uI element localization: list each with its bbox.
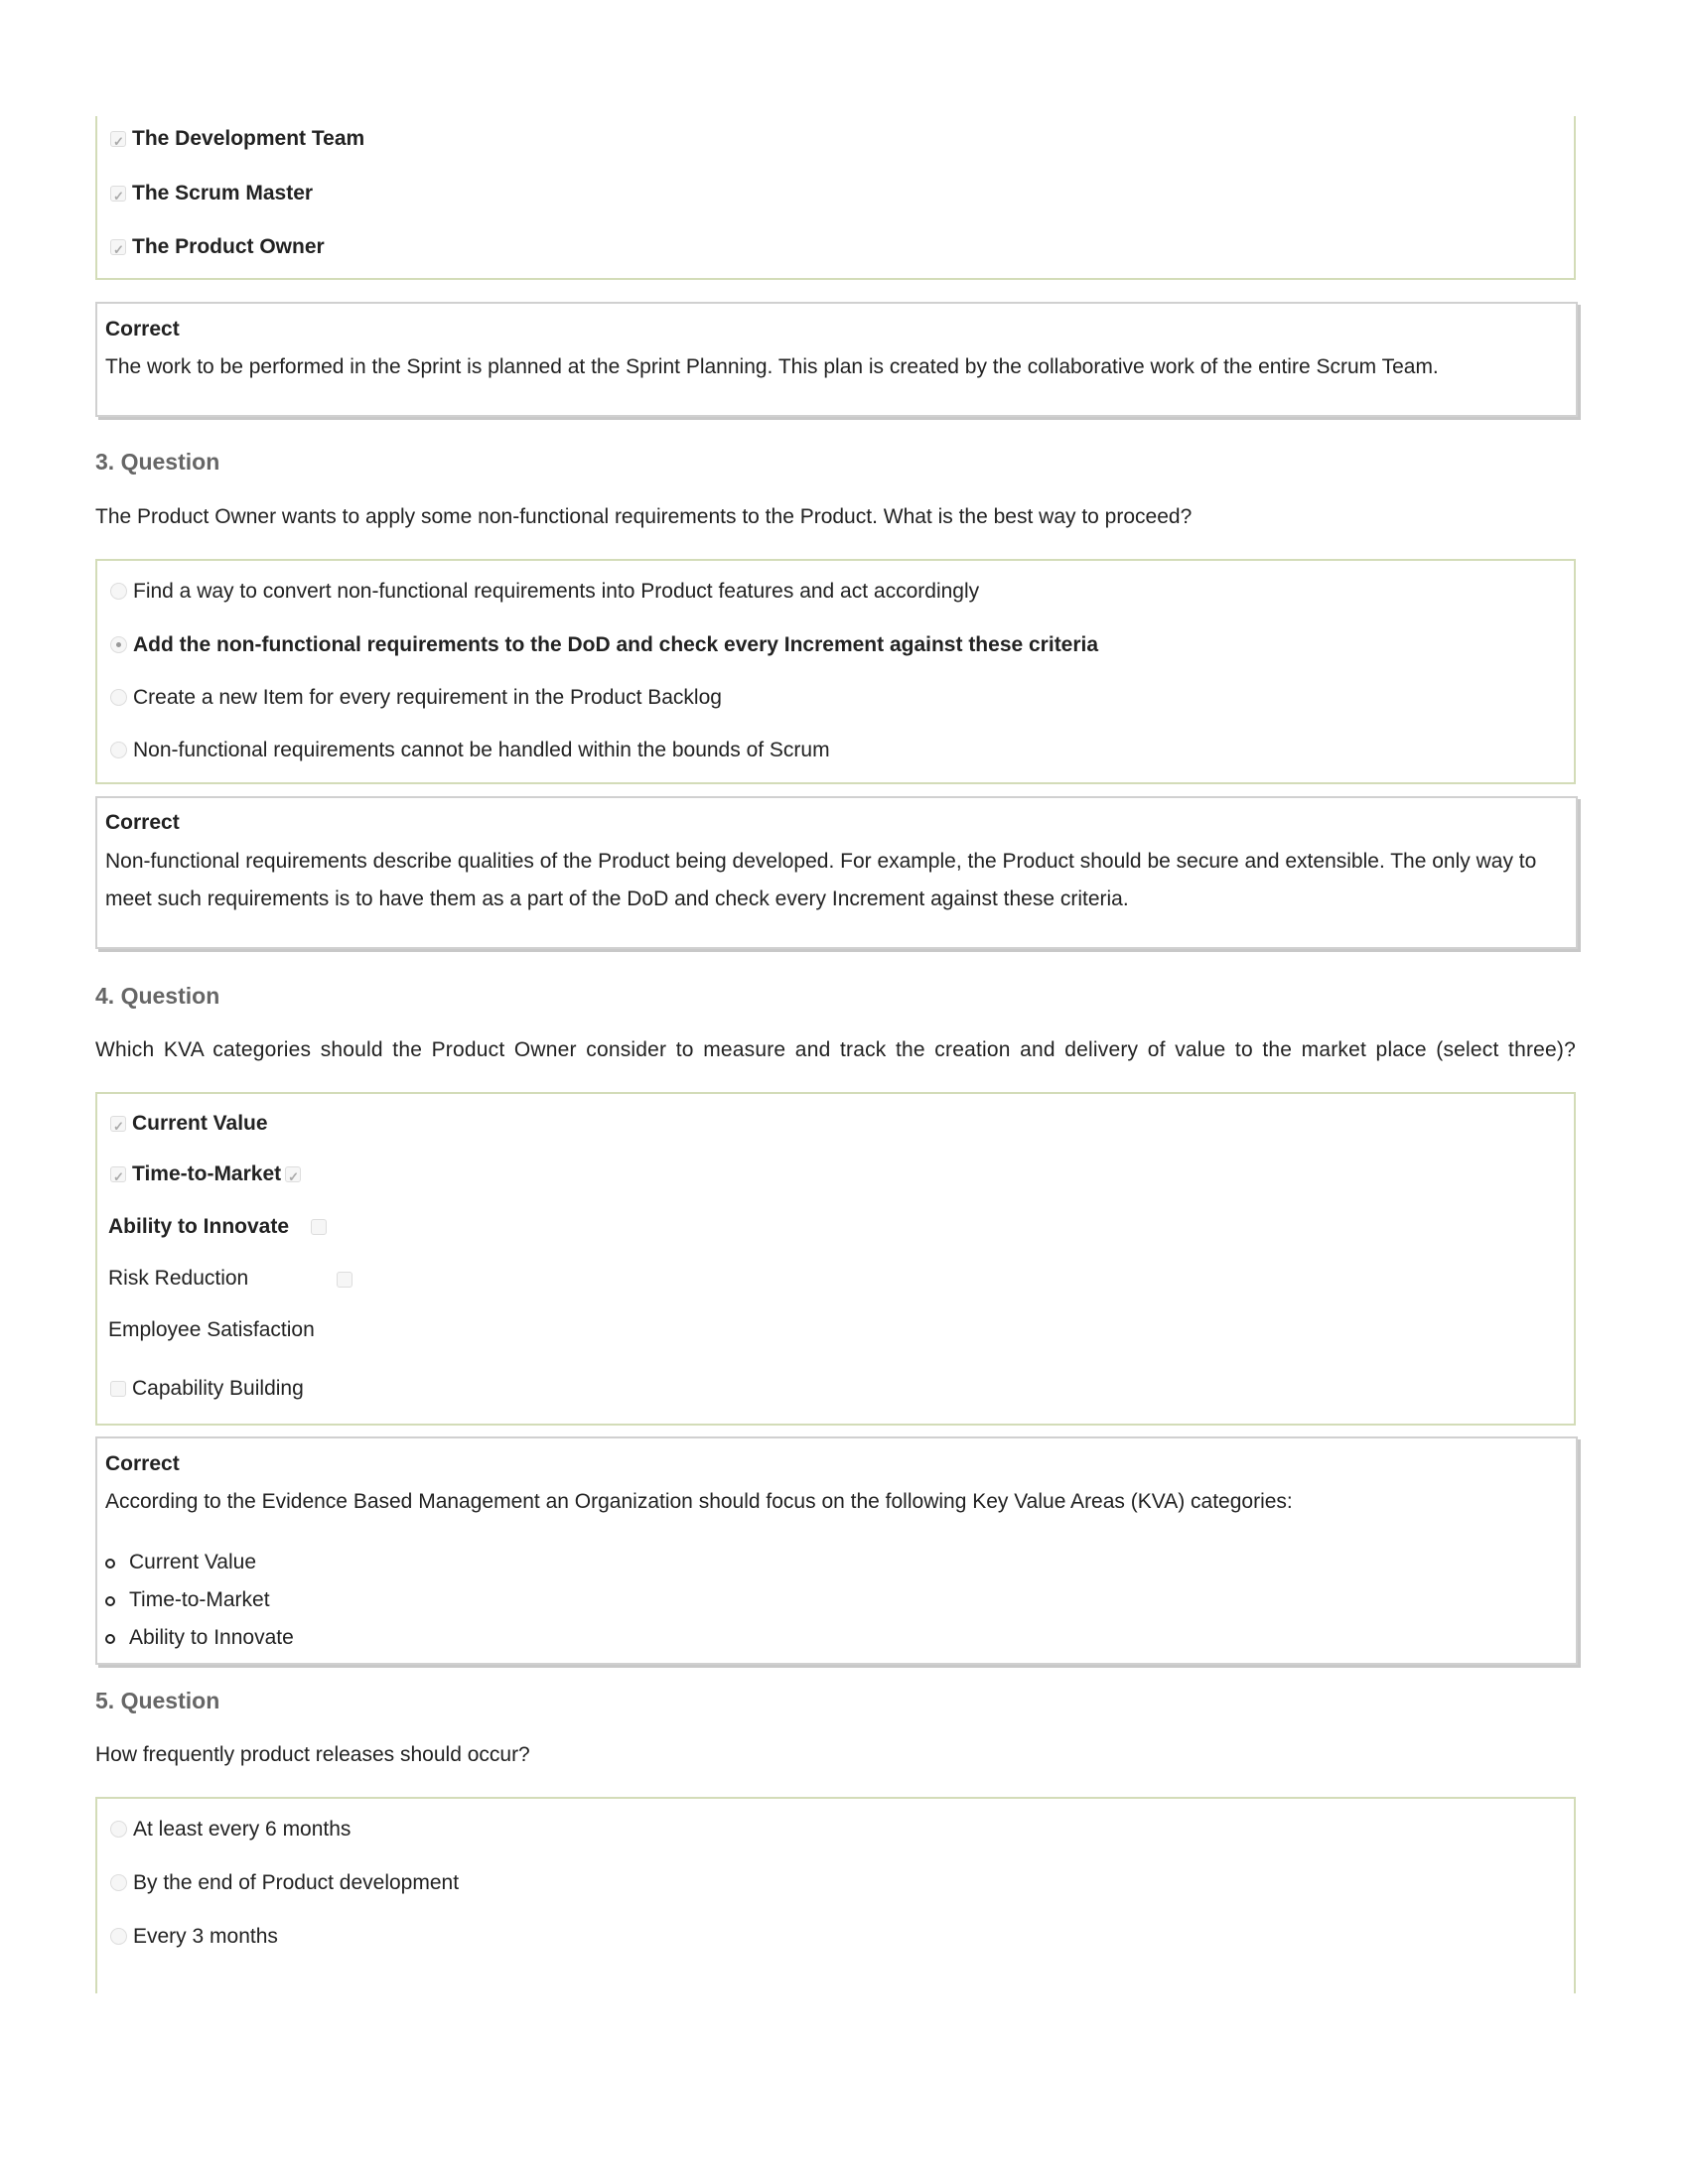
radio-selected-icon[interactable]	[110, 636, 127, 653]
checkbox-checked-icon[interactable]	[285, 1166, 301, 1182]
radio-icon[interactable]	[110, 1821, 127, 1838]
feedback-text: Non-functional requirements describe qualities of the Product being developed. For example, the Product should be secure and extensible. The only way to meet such requirements is to have them as a part of the DoD and check every Increment against these criteria.	[105, 850, 1537, 910]
feedback-list-item: Current Value	[105, 1544, 294, 1581]
q4-option[interactable]: Capability Building	[110, 1376, 304, 1402]
q5-option[interactable]: By the end of Product development	[110, 1870, 459, 1896]
checkbox-icon[interactable]	[311, 1219, 327, 1235]
question-heading: 3. Question	[95, 449, 220, 475]
q4-option[interactable]: ✓Current Value	[110, 1111, 268, 1137]
radio-icon[interactable]	[110, 1874, 127, 1891]
question-heading: 5. Question	[95, 1688, 220, 1713]
feedback-title: Correct	[105, 1452, 180, 1475]
q4-options-box	[95, 1092, 1576, 1426]
radio-icon[interactable]	[110, 689, 127, 706]
question-heading: 4. Question	[95, 983, 220, 1009]
question-text: Which KVA categories should the Product Owner consider to measure and track the creation and delivery of value to the market place (select three)?	[95, 1038, 1576, 1061]
question-text: How frequently product releases should occur?	[95, 1743, 530, 1766]
q4-option[interactable]: Risk Reduction	[108, 1267, 249, 1290]
feedback-title: Correct	[105, 811, 180, 834]
q4-feedback	[95, 1436, 1578, 1665]
q4-option[interactable]: ✓Time-to-Market✓	[110, 1161, 307, 1187]
feedback-list	[105, 1544, 294, 1657]
q2-option[interactable]: ✓The Scrum Master	[110, 181, 313, 206]
checkbox-checked-icon[interactable]	[110, 239, 126, 255]
checkbox-icon[interactable]	[110, 1381, 126, 1397]
q2-option[interactable]: ✓The Product Owner	[110, 234, 325, 260]
feedback-text: According to the Evidence Based Management an Organization should focus on the following Key Value Areas (KVA) categories:	[105, 1490, 1293, 1513]
question-text: The Product Owner wants to apply some non-functional requirements to the Product. What is the best way to proceed?	[95, 505, 1193, 528]
feedback-list-item: Ability to Innovate	[105, 1619, 294, 1657]
q4-option[interactable]: Ability to Innovate	[108, 1215, 290, 1238]
q5-option[interactable]: Every 3 months	[110, 1924, 278, 1950]
q3-option[interactable]: Create a new Item for every requirement in the Product Backlog	[110, 685, 722, 711]
q3-option[interactable]: Find a way to convert non-functional requirements into Product features and act accordingly	[110, 579, 979, 605]
radio-icon[interactable]	[110, 583, 127, 600]
q4-option[interactable]: Employee Satisfaction	[108, 1318, 315, 1341]
checkbox-checked-icon[interactable]	[110, 1116, 126, 1132]
checkbox-checked-icon[interactable]	[110, 131, 126, 147]
q5-option[interactable]: At least every 6 months	[110, 1817, 351, 1843]
checkbox-checked-icon[interactable]	[110, 186, 126, 202]
q3-option-selected[interactable]: Add the non-functional requirements to the DoD and check every Increment against these criteria	[110, 632, 1098, 658]
q3-option[interactable]: Non-functional requirements cannot be handled within the bounds of Scrum	[110, 738, 830, 763]
feedback-text: The work to be performed in the Sprint is planned at the Sprint Planning. This plan is created by the collaborative work of the entire Scrum Team.	[105, 355, 1439, 378]
q2-option[interactable]: ✓The Development Team	[110, 126, 364, 152]
feedback-title: Correct	[105, 318, 180, 341]
feedback-list-item: Time-to-Market	[105, 1581, 294, 1619]
checkbox-icon[interactable]	[337, 1272, 352, 1288]
radio-icon[interactable]	[110, 1928, 127, 1945]
radio-icon[interactable]	[110, 742, 127, 758]
checkbox-checked-icon[interactable]	[110, 1166, 126, 1182]
